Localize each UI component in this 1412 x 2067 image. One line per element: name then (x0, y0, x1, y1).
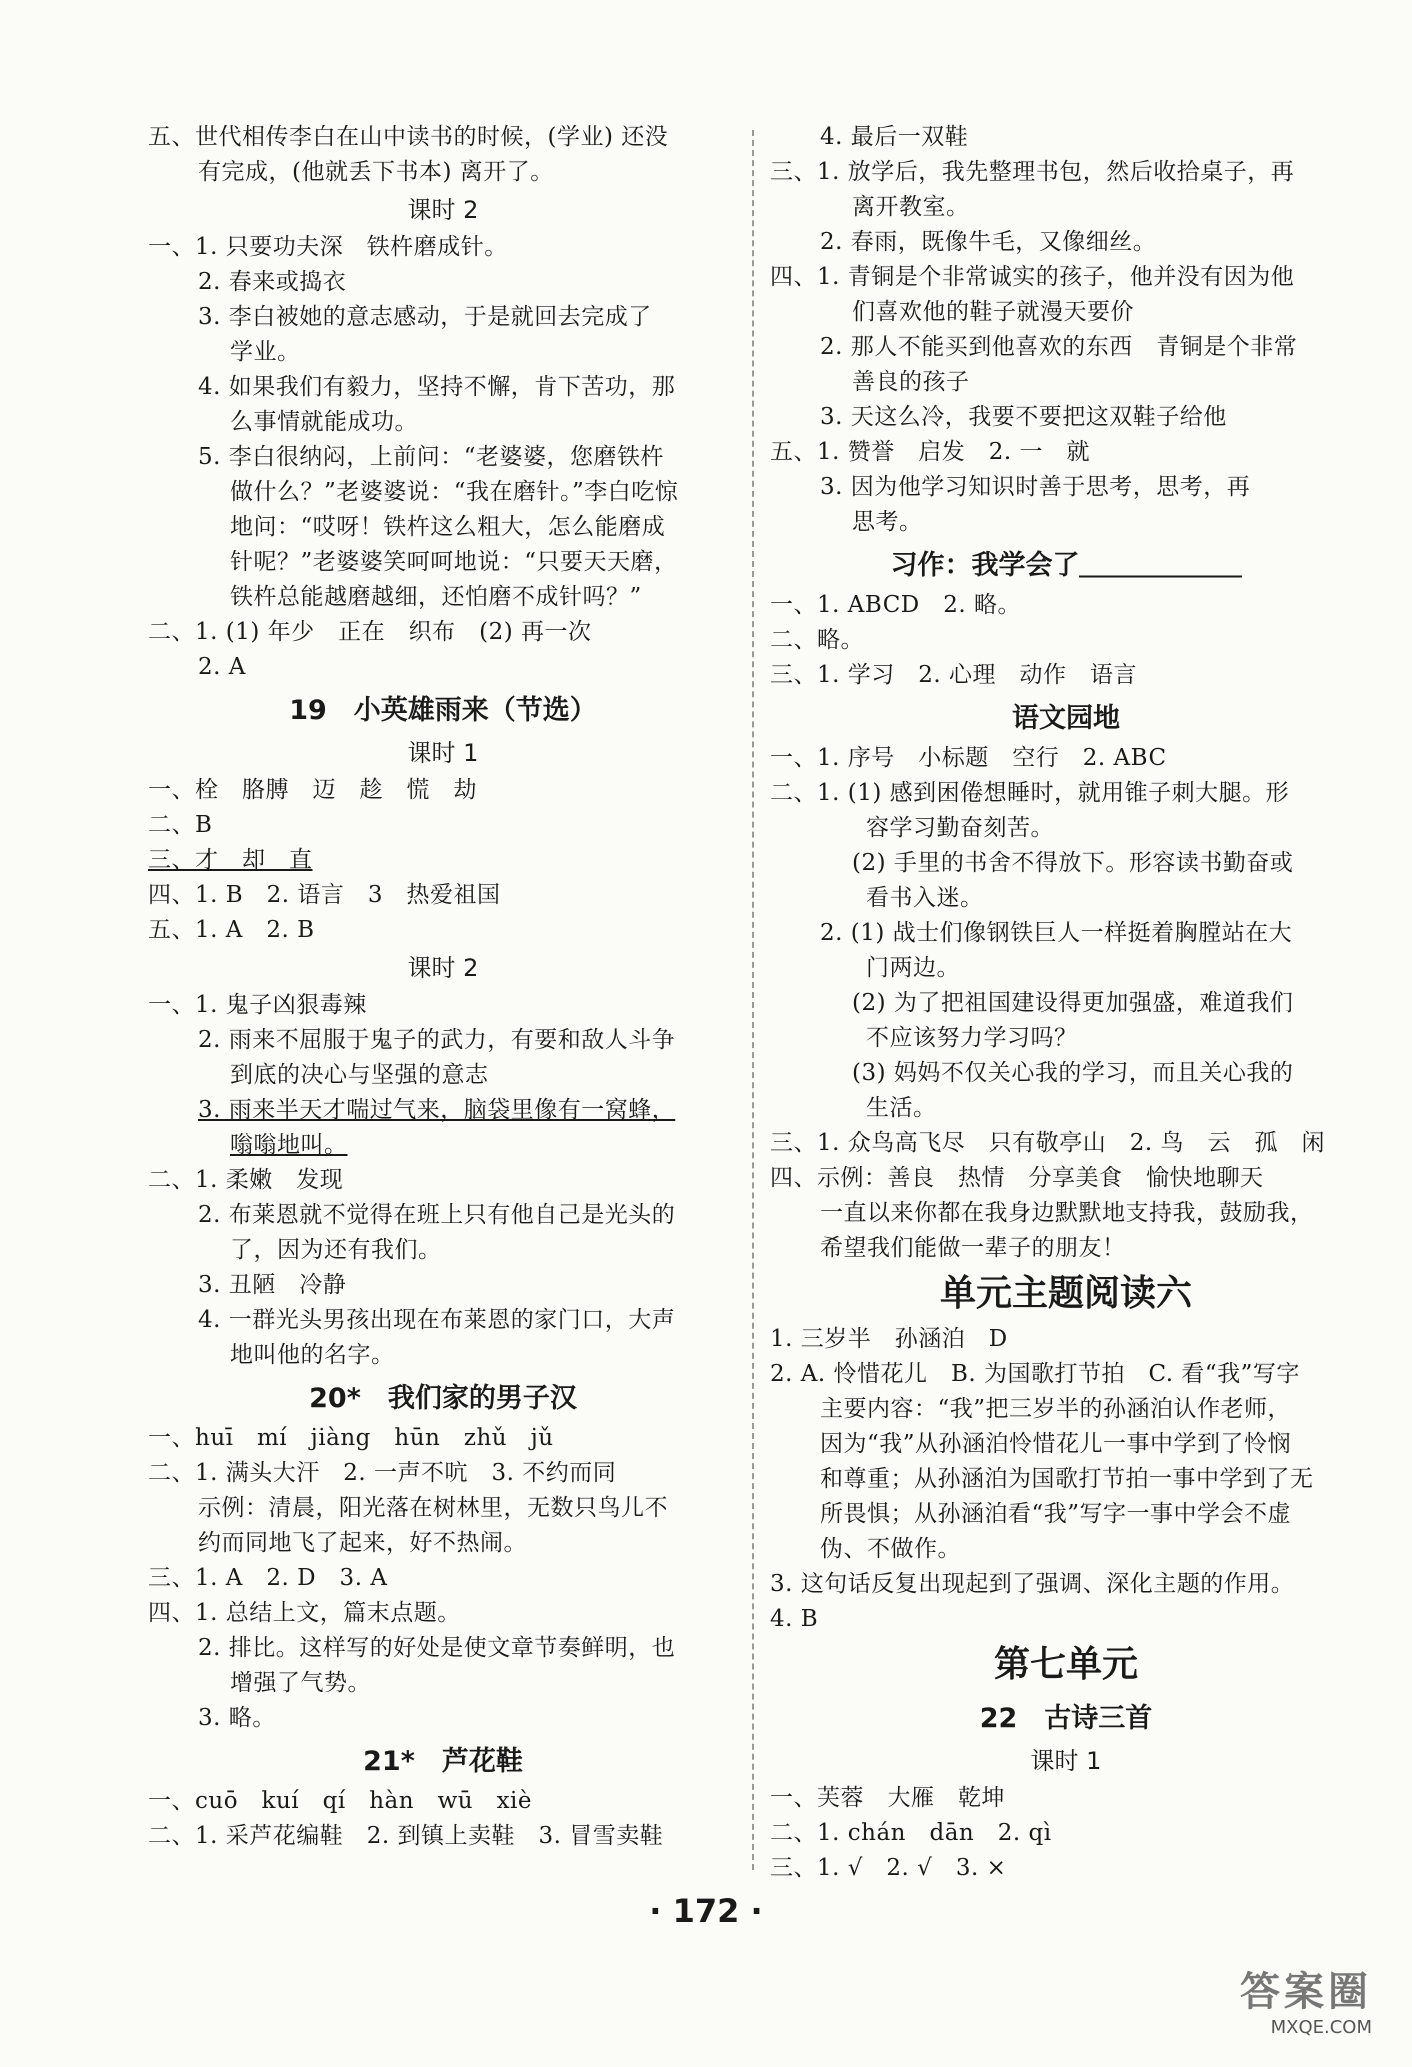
answer-line: (3) 妈妈不仅关心我的学习，而且关心我的 (852, 1060, 1294, 1086)
answer-line: 一、huī mí jiàng hūn zhǔ jǔ (148, 1425, 554, 1451)
answer-line: 们喜欢他的鞋子就漫天要价 (852, 299, 1134, 325)
answer-line: 一、芙蓉 大雁 乾坤 (770, 1785, 1005, 1811)
answer-line: 3. 李白被她的意志感动，于是就回去完成了 (198, 304, 652, 330)
answer-line: 4. 最后一双鞋 (820, 124, 969, 150)
answer-line: 地叫他的名字。 (230, 1342, 395, 1368)
answer-line: 和尊重；从孙涵泊为国歌打节拍一事中学到了无 (820, 1466, 1314, 1492)
answer-line: 因为“我”从孙涵泊怜惜花儿一事中学到了怜悯 (820, 1431, 1292, 1457)
answer-line: 二、1. 采芦花编鞋 2. 到镇上卖鞋 3. 冒雪卖鞋 (148, 1823, 664, 1849)
answer-line: 所畏惧；从孙涵泊看“我”写字一事中学会不虚 (820, 1501, 1292, 1527)
lesson-heading: 21* 芦花鞋 (363, 1746, 523, 1777)
answer-line: 嗡嗡地叫。 (230, 1132, 348, 1158)
watermark-logo (1240, 1960, 1372, 2038)
answer-line: 生活。 (866, 1095, 937, 1121)
section-heading: 课时 2 (407, 954, 479, 982)
answer-line: 离开教室。 (852, 194, 970, 220)
answer-line: 一、栓 胳膊 迈 趁 慌 劫 (148, 777, 477, 803)
answer-line: 4. 如果我们有毅力，坚持不懈，肯下苦功，那 (198, 374, 676, 400)
answer-line: 4. 一群光头男孩出现在布莱恩的家门口，大声 (198, 1307, 676, 1333)
answer-line: 一、cuō kuí qí hàn wū xiè (148, 1788, 533, 1814)
left-column (148, 120, 738, 1854)
section-heading: 课时 2 (407, 196, 479, 224)
page-number: · 172 · (649, 1892, 763, 1930)
answer-line: 三、1. A 2. D 3. A (148, 1565, 388, 1591)
answer-line: 门两边。 (866, 955, 960, 981)
answer-line: 三、1. √ 2. √ 3. × (770, 1855, 1007, 1881)
answer-line: 到底的决心与坚强的意志 (230, 1062, 489, 1088)
answer-line: 2. 春雨，既像牛毛，又像细丝。 (820, 229, 1157, 255)
answer-line: 二、B (148, 812, 213, 838)
answer-line: 二、1. (1) 感到困倦想睡时，就用锥子刺大腿。形 (770, 780, 1290, 806)
answer-line: (2) 为了把祖国建设得更加强盛，难道我们 (852, 990, 1294, 1016)
answer-line: 一、1. ABCD 2. 略。 (770, 592, 1021, 618)
answer-line: 2. 雨来不屈服于鬼子的武力，有要和敌人斗争 (198, 1027, 676, 1053)
answer-line: 5. 李白很纳闷，上前问：“老婆婆，您磨铁杵 (198, 444, 665, 470)
answer-line: 2. 排比。这样写的好处是使文章节奏鲜明，也 (198, 1635, 676, 1661)
watermark-brand: 答案圈 (1240, 1969, 1372, 2015)
section-heading: 课时 1 (407, 739, 479, 767)
answer-line: 二、1. chán dān 2. qì (770, 1820, 1052, 1846)
answer-line: 有完成，(他就丢下书本) 离开了。 (198, 159, 554, 185)
answer-line: 2. A (198, 654, 246, 680)
watermark-url: MXQE.COM (1270, 2017, 1372, 2038)
answer-line: 3. 略。 (198, 1705, 276, 1731)
answer-line: 增强了气势。 (230, 1670, 371, 1696)
answer-line: 三、才 却 直 (148, 847, 313, 873)
answer-line: 3. 这句话反复出现起到了强调、深化主题的作用。 (770, 1571, 1295, 1597)
lesson-heading: 19 小英雄雨来（节选） (289, 695, 597, 726)
answer-line: 一、1. 序号 小标题 空行 2. ABC (770, 745, 1167, 771)
answer-line: 四、1. 总结上文，篇末点题。 (148, 1600, 461, 1626)
answer-line: 四、1. 青铜是个非常诚实的孩子，他并没有因为他 (770, 264, 1295, 290)
unit-heading: 第七单元 (993, 1644, 1138, 1685)
answer-line: 主要内容：“我”把三岁半的孙涵泊认作老师， (820, 1396, 1292, 1422)
answer-line: 2. (1) 战士们像钢铁巨人一样挺着胸膛站在大 (820, 920, 1293, 946)
column-divider (752, 130, 754, 1870)
right-column (770, 120, 1362, 1886)
answer-line: 四、1. B 2. 语言 3 热爱祖国 (148, 882, 501, 908)
answer-line: 二、略。 (770, 627, 864, 653)
answer-line: 容学习勤奋刻苦。 (866, 815, 1054, 841)
answer-line: 三、1. 放学后，我先整理书包，然后收拾桌子，再 (770, 159, 1295, 185)
answer-line: 三、1. 学习 2. 心理 动作 语言 (770, 662, 1138, 688)
lesson-heading: 语文园地 (1012, 703, 1120, 734)
answer-line: 2. 春来或捣衣 (198, 269, 347, 295)
unit-heading: 单元主题阅读六 (939, 1273, 1192, 1314)
lesson-heading: 习作：我学会了＿＿＿＿＿＿ (890, 550, 1242, 581)
answer-line: 一直以来你都在我身边默默地支持我，鼓励我， (820, 1200, 1314, 1226)
answer-line: 不应该努力学习吗？ (866, 1025, 1078, 1051)
answer-line: 1. 三岁半 孙涵泊 D (770, 1326, 1008, 1352)
answer-line: 希望我们能做一辈子的朋友！ (820, 1235, 1126, 1261)
answer-line: 五、世代相传李白在山中读书的时候，(学业) 还没 (148, 124, 669, 150)
answer-line: 3. 因为他学习知识时善于思考，思考，再 (820, 474, 1251, 500)
answer-line: 一、1. 鬼子凶狠毒辣 (148, 992, 367, 1018)
answer-line: 思考。 (852, 509, 923, 535)
lesson-heading: 20* 我们家的男子汉 (309, 1383, 577, 1414)
answer-line: (2) 手里的书舍不得放下。形容读书勤奋或 (852, 850, 1294, 876)
answer-line: 学业。 (230, 339, 301, 365)
answer-line: 四、示例：善良 热情 分享美食 愉快地聊天 (770, 1165, 1264, 1191)
answer-line: 么事情就能成功。 (230, 409, 418, 435)
answer-line: 铁杵总能越磨越细，还怕磨不成针吗？” (230, 584, 642, 610)
answer-line: 2. 那人不能买到他喜欢的东西 青铜是个非常 (820, 334, 1298, 360)
answer-line: 看书入迷。 (866, 885, 984, 911)
answer-line: 二、1. (1) 年少 正在 织布 (2) 再一次 (148, 619, 592, 645)
section-heading: 课时 1 (1030, 1747, 1102, 1775)
answer-line: 2. 布莱恩就不觉得在班上只有他自己是光头的 (198, 1202, 676, 1228)
answer-line: 二、1. 满头大汗 2. 一声不吭 3. 不约而同 (148, 1460, 617, 1486)
answer-line: 做什么？”老婆婆说：“我在磨针。”李白吃惊 (230, 479, 679, 505)
answer-line: 4. B (770, 1606, 819, 1632)
answer-line: 2. A. 怜惜花儿 B. 为国歌打节拍 C. 看“我”写字 (770, 1361, 1300, 1387)
lesson-heading: 22 古诗三首 (979, 1703, 1153, 1734)
answer-line: 伪、不做作。 (820, 1536, 961, 1562)
answer-line: 善良的孩子 (852, 369, 970, 395)
answer-line: 3. 雨来半天才喘过气来，脑袋里像有一窝蜂， (198, 1097, 676, 1123)
answer-line: 约而同地飞了起来，好不热闹。 (198, 1530, 527, 1556)
answer-line: 示例：清晨，阳光落在树林里，无数只鸟儿不 (198, 1495, 668, 1521)
answer-line: 五、1. 赞誉 启发 2. 一 就 (770, 439, 1091, 465)
answer-line: 了，因为还有我们。 (230, 1237, 442, 1263)
answer-line: 3. 丑陋 冷静 (198, 1272, 347, 1298)
answer-line: 一、1. 只要功夫深 铁杵磨成针。 (148, 234, 508, 260)
answer-line: 二、1. 柔嫩 发现 (148, 1167, 344, 1193)
answer-line: 3. 天这么冷，我要不要把这双鞋子给他 (820, 404, 1227, 430)
answer-line: 三、1. 众鸟高飞尽 只有敬亭山 2. 鸟 云 孤 闲 (770, 1130, 1326, 1156)
answer-line: 五、1. A 2. B (148, 917, 315, 943)
answer-line: 地问：“哎呀！铁杵这么粗大，怎么能磨成 (230, 514, 666, 540)
answer-line: 针呢？”老婆婆笑呵呵地说：“只要天天磨， (230, 549, 678, 575)
